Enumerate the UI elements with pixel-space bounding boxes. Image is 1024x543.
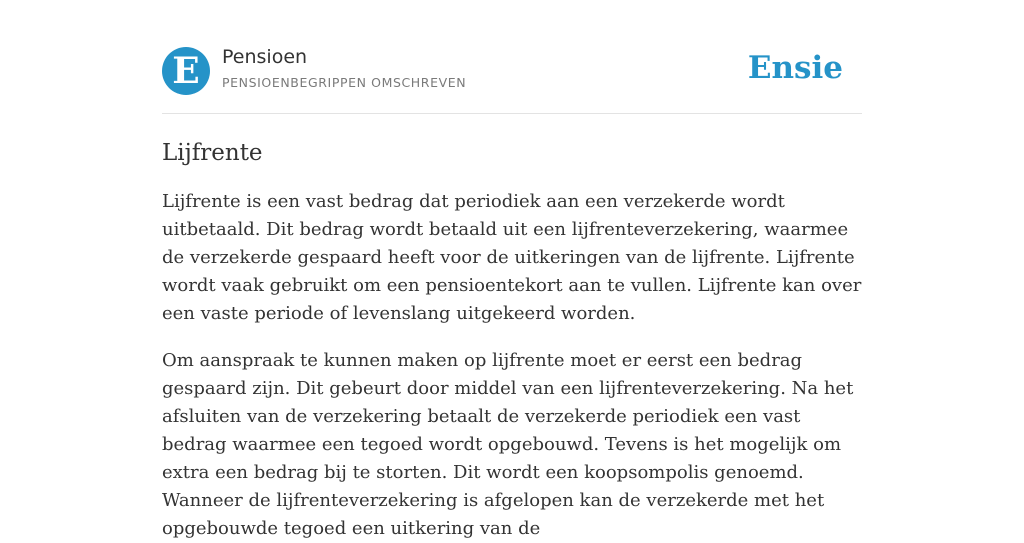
site-subtitle: PENSIOENBEGRIPPEN OMSCHREVEN [222, 75, 467, 90]
page-container [162, 0, 862, 543]
site-header [162, 0, 862, 114]
article-paragraph-1: Lijfrente is een vast bedrag dat periodiek aan een verzekerde wordt uitbetaald. Dit bedrag wordt betaald uit een lijfrenteverzekering, waarmee de verzekerde gespaard heeft voor de uitkeringen van de lijfrente. Lijfrente wordt vaak gebruikt om een pensioentekort aan te vullen. Lijfrente kan over een vaste periode of levenslang uitgekeerd worden. [162, 191, 862, 324]
article [162, 114, 862, 543]
term-title: Lijfrente [162, 140, 263, 166]
site-title[interactable]: Pensioen [222, 46, 308, 68]
site-logo-icon[interactable]: E [162, 47, 210, 95]
article-paragraph-2: Om aanspraak te kunnen maken op lijfrente moet er eerst een bedrag gespaard zijn. Dit gebeurt door middel van een lijfrenteverzekering. Na het afsluiten van de verzekering betaalt de verzekerde periodiek een vast bedrag waarmee een tegoed wordt opgebouwd. Tevens is het mogelijk om extra een bedrag bij te storten. Dit wordt een koopsompolis genoemd. Wanneer de lijfrenteverzekering is afgelopen kan de verzekerde met het opgebouwde tegoed een uitkering van de [162, 350, 854, 539]
ensie-brand-logo[interactable]: Ensie [747, 50, 843, 86]
